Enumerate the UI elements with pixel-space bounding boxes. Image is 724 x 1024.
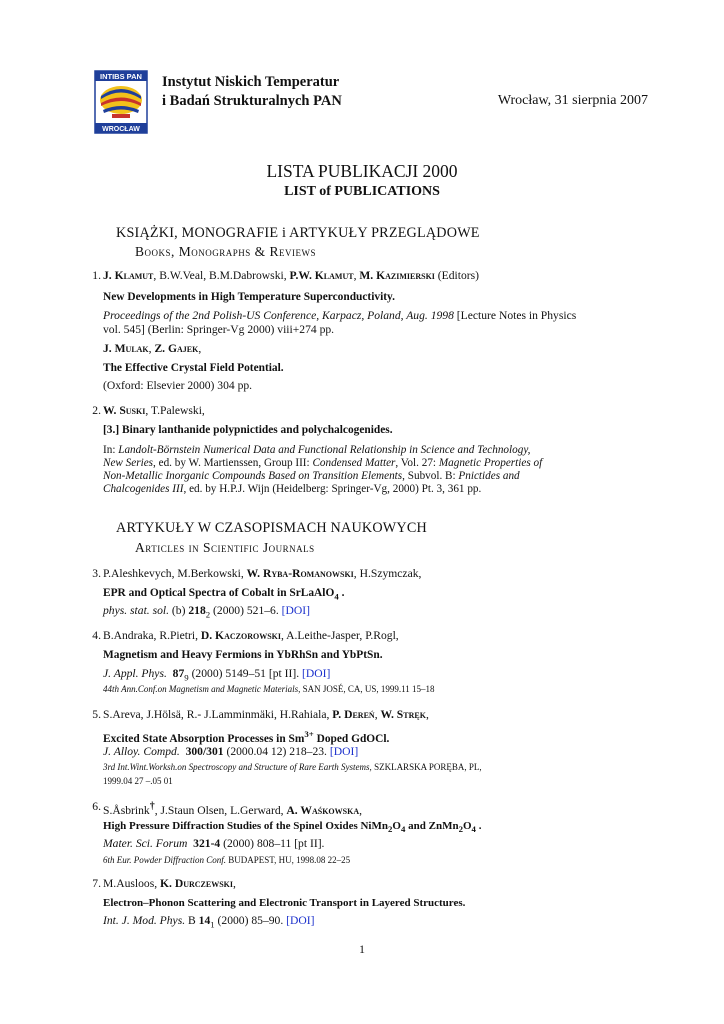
author-highlight: M. Kazimierski	[359, 269, 435, 282]
text: , ed. by W. Martienssen, Group III:	[153, 457, 313, 469]
journal-volume: 300/301	[185, 745, 224, 758]
author-highlight: P. Dereń	[332, 708, 375, 721]
publication-source: New Series	[103, 457, 154, 469]
entry-title-text: Excited State Absorption Processes in Sm	[103, 732, 305, 745]
conference-details: BUDAPEST, HU, 1998.08 22–25	[226, 855, 351, 865]
authors: P.Aleshkevych, M.Berkowski,	[103, 567, 247, 580]
publication-entry-4	[87, 629, 657, 694]
entry-title	[103, 819, 657, 836]
journal-volume: 14	[198, 914, 211, 927]
logo-bottom-text: WROCŁAW	[102, 126, 140, 133]
institute-name-line2: i Badań Strukturalnych PAN	[162, 93, 342, 109]
conference-details: SAN JOSÉ, CA, US, 1999.11 15–18	[300, 684, 435, 694]
journal-name: J. Alloy. Compd.	[103, 745, 180, 758]
subscript: 2	[388, 824, 393, 835]
subscript: 4	[400, 824, 406, 835]
publication-entry-3	[87, 567, 657, 622]
publication-entry-1	[87, 269, 657, 399]
publication-source: Pnictides and	[458, 470, 520, 482]
journal-name: Int. J. Mod. Phys.	[103, 914, 186, 927]
issue-number: 1	[210, 919, 215, 930]
authors: , A.Leithe-Jasper, P.Rogl,	[280, 629, 399, 642]
entry-title-end: .	[475, 820, 482, 832]
entry-title-end: Doped GdOCl.	[313, 732, 390, 745]
entry-title: New Developments in High Temperature Superconductivity.	[103, 291, 395, 303]
page-subtitle: LIST of PUBLICATIONS	[284, 184, 440, 199]
section-heading-books: KSIĄŻKI, MONOGRAFIE i ARTYKUŁY PRZEGLĄDOWE	[116, 225, 480, 241]
authors: , T.Palewski,	[145, 404, 205, 417]
doi-link[interactable]: [DOI]	[286, 914, 315, 927]
institute-logo	[94, 70, 148, 134]
doi-link[interactable]: [DOI]	[329, 745, 359, 758]
author-highlight: J. Klamut	[103, 269, 154, 282]
author-sep: ,	[148, 342, 155, 355]
entry-number: 6.	[92, 800, 101, 813]
entry-title-end: .	[338, 587, 345, 599]
section-subheading-articles: Articles in Scientific Journals	[135, 540, 315, 555]
text: , Vol. 27:	[395, 457, 439, 469]
author-highlight: W. Stręk	[380, 708, 426, 721]
authors: , B.W.Veal, B.M.Dabrowski,	[153, 269, 290, 282]
publication-source: Landolt-Börnstein Numerical Data and Functional Relationship in Science and Technology,	[118, 444, 531, 456]
journal-name: Mater. Sci. Forum	[103, 837, 188, 850]
author-highlight: D. Kaczorowski	[200, 629, 281, 642]
journal-series: B	[185, 914, 199, 927]
author-highlight: Z. Gajek	[154, 342, 199, 355]
conference-name: 44th Ann.Conf.on Magnetism and Magnetic Materials,	[103, 684, 301, 694]
entry-number: 3.	[92, 567, 101, 580]
author-highlight: A. Waśkowska	[286, 803, 360, 817]
authors: S.Areva, J.Hölsä, R.- J.Lamminmäki, H.Rahiala,	[103, 708, 333, 721]
author-highlight: J. Mulak	[103, 342, 149, 355]
authors: S.Åsbrink	[103, 803, 150, 817]
author-sep: ,	[374, 708, 381, 721]
publication-entry-7	[87, 877, 657, 932]
publication-details: vol. 545] (Berlin: Springer-Vg 2000) viii+274 pp.	[103, 323, 335, 336]
author-sep: ,	[233, 877, 236, 890]
journal-series: (b)	[169, 604, 189, 617]
publication-details: (2000.04 12) 218–23.	[223, 745, 330, 758]
entry-number: 5.	[92, 708, 101, 721]
subscript: 4	[334, 591, 339, 602]
journal-name: J. Appl. Phys.	[103, 667, 167, 680]
author-sep: ,	[198, 342, 202, 355]
conference-name: 6th Eur. Powder Diffraction Conf.	[103, 855, 227, 865]
entry-title: Magnetism and Heavy Fermions in YbRhSn and YbPtSn.	[103, 649, 383, 661]
author-sep: ,	[425, 708, 429, 721]
publication-details: (2000) 808–11 [pt II].	[220, 837, 325, 850]
publication-details: (Oxford: Elsevier 2000) 304 pp.	[103, 379, 253, 392]
publication-entry-5	[87, 708, 657, 793]
authors: M.Ausloos,	[103, 877, 161, 890]
section-subheading-books: Books, Monographs & Reviews	[135, 244, 317, 259]
entry-number: 1.	[92, 269, 101, 282]
section-heading-articles: ARTYKUŁY W CZASOPISMACH NAUKOWYCH	[116, 520, 427, 536]
journal-volume: 87	[172, 667, 185, 680]
doi-link[interactable]: [DOI]	[281, 604, 310, 617]
entry-number: 4.	[92, 629, 101, 642]
editors-note: (Editors)	[434, 269, 480, 282]
journal-volume: 321-4	[193, 837, 221, 850]
publication-source: Proceedings of the 2nd Polish-US Conference, Karpacz, Poland, Aug. 1998	[103, 309, 454, 322]
entry-title: Electron–Phonon Scattering and Electronic Transport in Layered Structures.	[103, 897, 466, 909]
entry-title	[103, 727, 657, 746]
page-title: LISTA PUBLIKACJI 2000	[266, 161, 458, 181]
author-sep: ,	[359, 803, 363, 817]
publication-source: Condensed Matter	[312, 457, 396, 469]
issue-number: 2	[205, 609, 211, 620]
entry-title-text: EPR and Optical Spectra of Cobalt in SrLaAlO	[103, 587, 335, 599]
entry-title-text: and ZnMn	[405, 820, 459, 832]
doi-link[interactable]: [DOI]	[302, 667, 331, 680]
document-date: Wrocław, 31 sierpnia 2007	[497, 93, 648, 108]
text: , Subvol. B:	[402, 470, 459, 482]
page-number: 1	[359, 942, 365, 956]
conference-dates: 1999.04 27 –.05 01	[103, 776, 173, 786]
author-highlight: P.W. Klamut	[289, 269, 354, 282]
publication-details: (2000) 521–6.	[210, 604, 282, 617]
conference-details: SZKLARSKA PORĘBA, PL,	[371, 762, 482, 772]
text: In:	[103, 444, 119, 456]
journal-volume: 218	[188, 604, 206, 617]
entry-title	[103, 586, 657, 603]
journal-name: phys. stat. sol.	[103, 604, 170, 617]
issue-number: 9	[184, 672, 189, 683]
logo-top-text: INTIBS PAN	[100, 72, 142, 81]
entry-title: [3.] Binary lanthanide polypnictides and polychalcogenides.	[103, 424, 393, 436]
subscript: 2	[458, 824, 463, 835]
superscript: 3+	[304, 729, 314, 739]
publication-details: (2000) 5149–51 [pt II].	[188, 667, 303, 680]
publication-source: Non-Metallic Inorganic Compounds Based on Transition Elements	[103, 470, 403, 482]
author-highlight: K. Durczewski	[160, 877, 233, 890]
conference-name: 3rd Int.Wint.Worksh.on Spectroscopy and Structure of Rare Earth Systems,	[103, 762, 372, 772]
dagger-mark: †	[149, 801, 155, 812]
author-sep: ,	[353, 269, 360, 282]
chapter-title: The Effective Crystal Field Potential.	[103, 362, 284, 374]
publication-entry-2	[87, 404, 657, 524]
publication-entry-6	[87, 800, 657, 870]
entry-title-text: O	[392, 820, 401, 832]
entry-number: 7.	[92, 877, 101, 890]
author-highlight: W. Suski	[103, 404, 146, 417]
publication-details: (2000) 85–90.	[214, 914, 287, 927]
authors: , H.Szymczak,	[353, 567, 422, 580]
entry-title-text: High Pressure Diffraction Studies of the Spinel Oxides NiMn	[103, 820, 388, 832]
institute-name-line1: Instytut Niskich Temperatur	[162, 74, 340, 90]
publication-source: Chalcogenides III	[103, 483, 184, 495]
text: , ed. by H.P.J. Wijn (Heidelberg: Springer-Vg, 2000) Pt. 3, 361 pp.	[183, 483, 482, 495]
author-highlight: W. Ryba-Romanowski	[246, 567, 354, 580]
publication-source: Magnetic Properties of	[438, 457, 543, 469]
authors: , J.Staun Olsen, L.Gerward,	[154, 803, 287, 817]
entry-title-text: O	[462, 820, 472, 832]
subscript: 4	[471, 824, 476, 835]
publication-source-rest: [Lecture Notes in Physics	[453, 309, 577, 322]
entry-number: 2.	[92, 404, 101, 417]
authors: B.Andraka, R.Pietri,	[103, 629, 201, 642]
